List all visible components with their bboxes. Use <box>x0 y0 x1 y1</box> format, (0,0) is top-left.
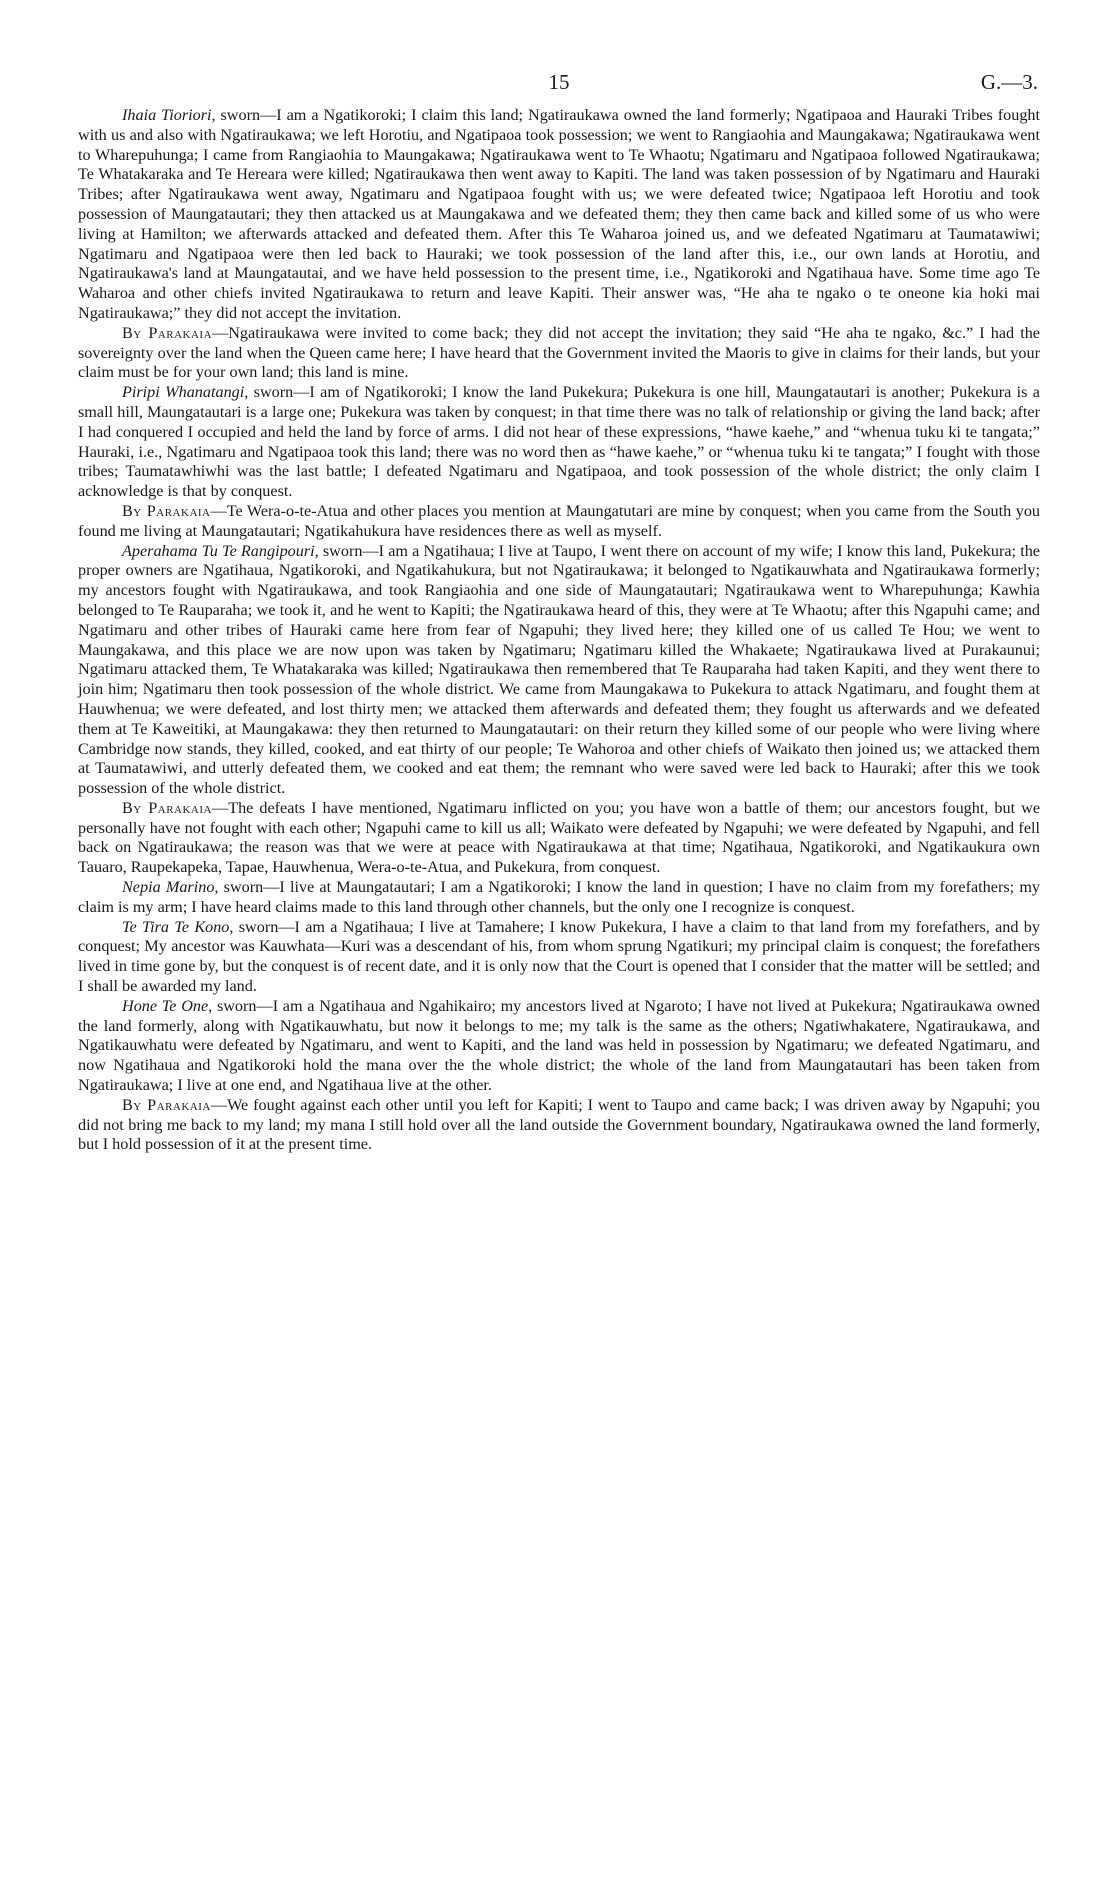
speaker-name: Nepia Marino, <box>122 878 219 897</box>
paragraph-text: —The defeats I have mentioned, Ngatimaru inflicted on you; you have won a battle of them; our ancestors fought, but we personally have not fought with each other; Ngapuhi came to kill us all; Waikato were defeated by Ngapuhi; we were defeated by Ngapuhi, and fell back on Ngatiraukawa; the reason was that we were at peace with Ngatiraukawa at that time; Ngatihaua, Ngatikoroki, and Ngatikaukura own Tauaro, Raupekapeka, Tapae, Hauwhenua, Wera-o-te-Atua, and Pukekura, from conquest. <box>78 798 1040 877</box>
paragraph-text: —Te Wera-o-te-Atua and other places you mention at Maungatutari are mine by conquest; when you came from the South you found me living at Maungatautari; Ngatikahukura have residences there as well as myself. <box>78 501 1041 540</box>
body-text <box>78 106 1040 1155</box>
examiner-name: By Parakaia <box>122 1095 211 1114</box>
speaker-name: Aperahama Tu Te Rangipouri, <box>122 541 319 560</box>
examiner-name: By Parakaia <box>122 323 213 342</box>
speaker-name: Piripi Whanatangi, <box>122 383 249 402</box>
paragraph-text: —Ngatiraukawa were invited to come back; they did not accept the invitation; they said “He aha te ngako, &c.” I had the sovereignty over the land when the Queen came here; I have heard that the Government invited the Maoris to give in claims for their lands, but your claim must be for your own land; this land is mine. <box>78 323 1040 382</box>
speaker-name: Hone Te One, <box>122 996 213 1015</box>
testimony-paragraph <box>78 106 1040 324</box>
testimony-paragraph <box>78 918 1040 997</box>
paragraph-text: sworn—I am a Ngatihaua; I live at Taupo, I went there on account of my wife; I know this land, Pukekura; the proper owners are Ngatihaua, Ngatikoroki, and Ngatikahukura, but not Ngatiraukawa; it belonged to Ngatikauwhata and Ngatiraukawa formerly; my ancestors fought with Ngatiraukawa, and took Rangiaohia and one side of Maungatautari; Ngatiraukawa went to Wharepuhunga; Kawhia belonged to Te Rauparaha; we took it, and he went to Kapiti; the Ngatiraukawa heard of this, they were at Te Whaotu; after this Ngapuhi came; and Ngatimaru and other tribes of Hauraki came here from fear of Ngapuhi; they lived here; they killed one of us called Te Hou; we went to Maungakawa, and this place we are now upon was taken by Ngatimaru; Ngatimaru killed the Whakaete; Ngatiraukawa lived at Purakaunui; Ngatimaru attacked them, Te Whatakaraka was killed; Ngatiraukawa then remembered that Te Rauparaha had taken Kapiti, and they went there to join him; Ngatimaru then took possession of the whole district. We came from Maungakawa to Pukekura to attack Ngatimaru, and fought them at Hauwhenua; we were defeated, and lost thirty men; we attacked them afterwards and defeated them; they fought us afterwards and we defeated them at Te Kaweitiki, at Maungakawa: they then returned to Maungatautari: on their return they killed some of our people who were living where Cambridge now stands, they killed, cooked, and eat thirty of our people; Te Wahoroa and other chiefs of Waikato then joined us; we attacked them at Taumatawiwi, and utterly defeated them, we cooked and eat them; the remnant who were saved were led back to Hauraki; after this we took possession of the whole district. <box>78 541 1040 798</box>
testimony-paragraph <box>78 878 1040 918</box>
testimony-paragraph <box>78 997 1040 1096</box>
page-number: 15 <box>548 70 570 94</box>
speaker-name: Ihaia Tioriori, <box>122 106 216 124</box>
cross-examination-paragraph <box>78 799 1040 878</box>
speaker-name: Te Tira Te Kono, <box>122 917 234 936</box>
paragraph-text: sworn—I am of Ngatikoroki; I know the land Pukekura; Pukekura is one hill, Maungatautari is another; Pukekura is a small hill, Maungatautari is a large one; Pukekura was taken by conquest; in that time there was no talk of relationship or giving the land back; after I had conquered I occupied and held the land by force of arms. I did not hear of these expressions, “hawe kaehe,” and “whenua tuku ki te tangata;” Hauraki, i.e., Ngatimaru and Ngatipaoa took this land; there was no word then as “hawe kaehe,” or “whenua tuku ki te tangata;” I fought with those tribes; Taumatawhiwhi was the last battle; I defeated Ngatimaru and Ngatipaoa, and took possession of the whole district; the only claim I acknowledge is that by conquest. <box>78 383 1040 501</box>
testimony-paragraph <box>78 542 1040 799</box>
cross-examination-paragraph <box>78 502 1040 542</box>
paragraph-text: —We fought against each other until you left for Kapiti; I went to Taupo and came back; I was driven away by Ngapuhi; you did not bring me back to my land; my mana I still hold over all the land outside the Government boundary, Ngatiraukawa owned the land formerly, but I hold possession of it at the present time. <box>78 1095 1041 1154</box>
testimony-paragraph <box>78 383 1040 502</box>
examiner-name: By Parakaia <box>122 798 212 817</box>
paragraph-text: sworn—I am a Ngatihaua; I live at Tamahere; I know Pukekura, I have a claim to that land from my forefathers, and by conquest; My ancestor was Kauwhata—Kuri was a descendant of his, from whom sprung Ngatikuri; my principal claim is conquest; the forefathers lived in time gone by, but the conquest is of recent date, and it is only now that the Court is opened that I consider that the matter will be settled; and I shall be awarded my land. <box>78 917 1040 996</box>
cross-examination-paragraph <box>78 324 1040 383</box>
examiner-name: By Parakaia <box>122 501 211 520</box>
cross-examination-paragraph <box>78 1096 1040 1155</box>
document-reference: G.—3. <box>980 70 1038 94</box>
paragraph-text: sworn—I am a Ngatikoroki; I claim this land; Ngatiraukawa owned the land formerly; Ngatipaoa and Hauraki Tribes fought with us and also with Ngatiraukawa; we left Horotiu, and Ngatipaoa took possession; we went to Rangiaohia and Maungakawa; Ngatiraukawa went to Wharepuhunga; I came from Rangiaohia to Maungakawa; Ngatiraukawa went to Te Whaotu; Ngatimaru and Ngatipaoa followed Ngatiraukawa; Te Whatakaraka and Te Hereara were killed; Ngatiraukawa then went away to Kapiti. The land was taken possession of by Ngatimaru and Hauraki Tribes; after Ngatiraukawa went away, Ngatimaru and Ngatipaoa fought with us; we were defeated twice; Ngatipaoa left Horotiu and took possession of Maungatautari; they then attacked us at Maungakawa and we defeated them; they then came back and killed some of us who were living at Hamilton; we afterwards attacked and defeated them. After this Te Waharoa joined us, and we defeated Ngatimaru at Taumatawiwi; Ngatimaru and Ngatipaoa were then led back to Hauraki; we took possession of the land after this, i.e., our own lands at Horotiu, and Ngatiraukawa's land at Maungatautai, and we have held possession to the present time, i.e., Ngatikoroki and Ngatihaua have. Some time ago Te Waharoa and other chiefs invited Ngatiraukawa to return and leave Kapiti. Their answer was, “He aha te ngako o te oneone kia hoki mai Ngatiraukawa;” they did not accept the invitation. <box>78 106 1041 322</box>
paragraph-text: sworn—I am a Ngatihaua and Ngahikairo; my ancestors lived at Ngaroto; I have not lived at Pukekura; Ngatiraukawa owned the land formerly, along with Ngatikauwhatu, but now it belongs to me; my talk is the same as the others; Ngatiwhakatere, Ngatiraukawa, and Ngatikauwhatu were defeated by Ngatimaru, and went to Kapiti, and the land was held in possession by Ngatimaru; we defeated Ngatimaru, and now Ngatihaua and Ngatikoroki hold the mana over the the whole district; the whole of the land from Maungatautari has been taken from Ngatiraukawa; I live at one end, and Ngatihaua live at the other. <box>78 996 1040 1095</box>
document-page <box>78 70 1040 1155</box>
page-header <box>78 70 1040 106</box>
paragraph-text: sworn—I live at Maungatautari; I am a Ngatikoroki; I know the land in question; I have no claim from my forefathers; my claim is my arm; I have heard claims made to this land through other channels, but the only one I recognize is conquest. <box>78 878 1040 916</box>
